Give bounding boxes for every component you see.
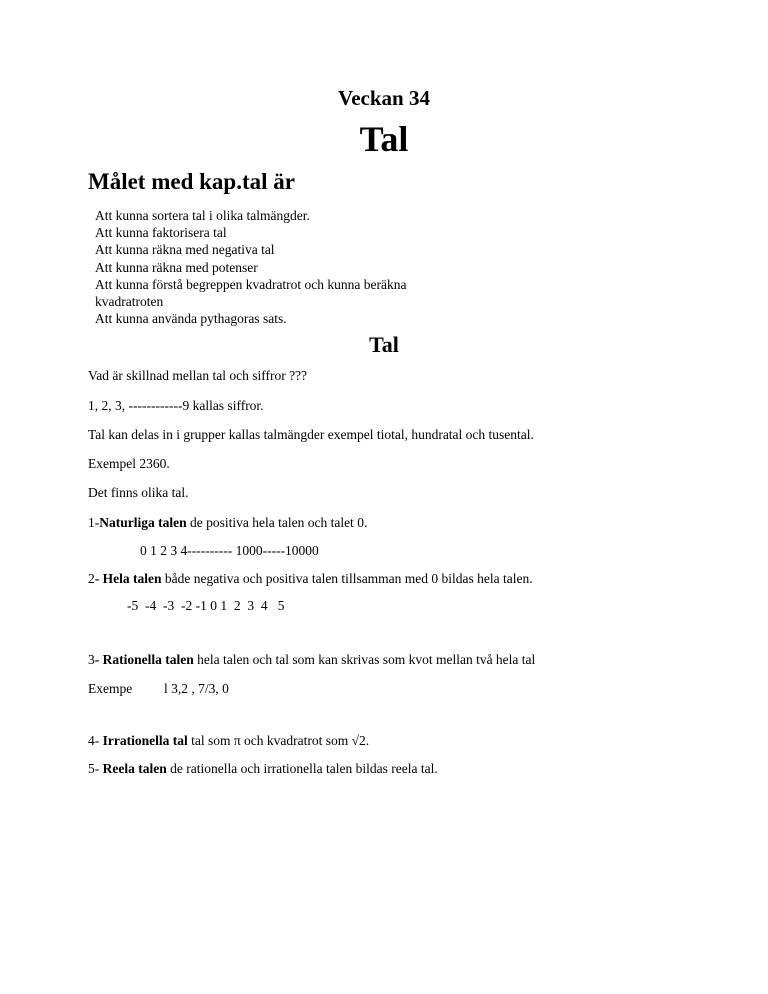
rational-example-label: Exempe: [88, 681, 133, 696]
natural-example: 0 1 2 3 4---------- 1000-----10000: [140, 543, 319, 558]
irrational-prefix: 4-: [88, 733, 103, 748]
irrational-term: Irrationella tal: [102, 733, 188, 748]
goal-item: Att kunna räkna med potenser: [95, 259, 258, 275]
irrationals-line: [88, 733, 369, 749]
goals-list: [95, 207, 407, 327]
goal-item: Att kunna räkna med negativa tal: [95, 242, 275, 258]
natural-numbers-line: [88, 515, 367, 531]
rationals-line: [88, 652, 535, 668]
real-prefix: 5-: [88, 761, 103, 776]
goal-item: Att kunna faktorisera tal: [95, 225, 227, 241]
rational-example: l 3,2 , 7/3, 0: [164, 681, 229, 696]
natural-prefix: 1-: [88, 515, 100, 530]
question-text: Vad är skillnad mellan tal och siffror ???: [88, 368, 308, 383]
goals-heading: Målet med kap.tal är: [88, 169, 295, 194]
integer-desc: både negativa och positiva talen tillsamman med 0 bildas hela talen.: [161, 571, 533, 586]
integers-line: [88, 571, 533, 587]
kinds-text: Det finns olika tal.: [88, 485, 189, 500]
goal-item: Att kunna använda pythagoras sats.: [95, 311, 287, 327]
goal-item: kvadratroten: [95, 294, 164, 310]
integer-prefix: 2: [88, 571, 95, 586]
week-heading: Veckan 34: [338, 86, 430, 110]
reals-line: [88, 761, 438, 777]
goal-item: Att kunna sortera tal i olika talmängder.: [95, 208, 310, 223]
rational-desc: hela talen och tal som kan skrivas som kvot mellan två hela tal: [193, 652, 536, 667]
section-title: Tal: [369, 332, 399, 357]
natural-desc: de positiva hela talen och talet 0.: [186, 515, 368, 530]
integer-term: - Hela talen: [94, 571, 162, 586]
irrational-desc: tal som π och kvadratrot som √2.: [187, 733, 370, 748]
real-desc: de rationella och irrationella talen bildas reela tal.: [166, 761, 438, 776]
example-text: Exempel 2360.: [88, 456, 170, 471]
rational-term: - Rationella talen: [94, 652, 194, 667]
page-title: Tal: [359, 119, 409, 159]
natural-term: Naturliga talen: [99, 515, 187, 530]
digits-text: 1, 2, 3, ------------9 kallas siffror.: [88, 398, 264, 413]
rational-prefix: 3: [88, 652, 95, 667]
real-term: Reela talen: [102, 761, 167, 776]
integer-example: -5 -4 -3 -2 -1 0 1 2 3 4 5: [127, 598, 285, 613]
groups-text: Tal kan delas in i grupper kallas talmängder exempel tiotal, hundratal och tusental.: [88, 427, 534, 442]
goal-item: Att kunna förstå begreppen kvadratrot och kunna beräkna: [95, 276, 407, 292]
